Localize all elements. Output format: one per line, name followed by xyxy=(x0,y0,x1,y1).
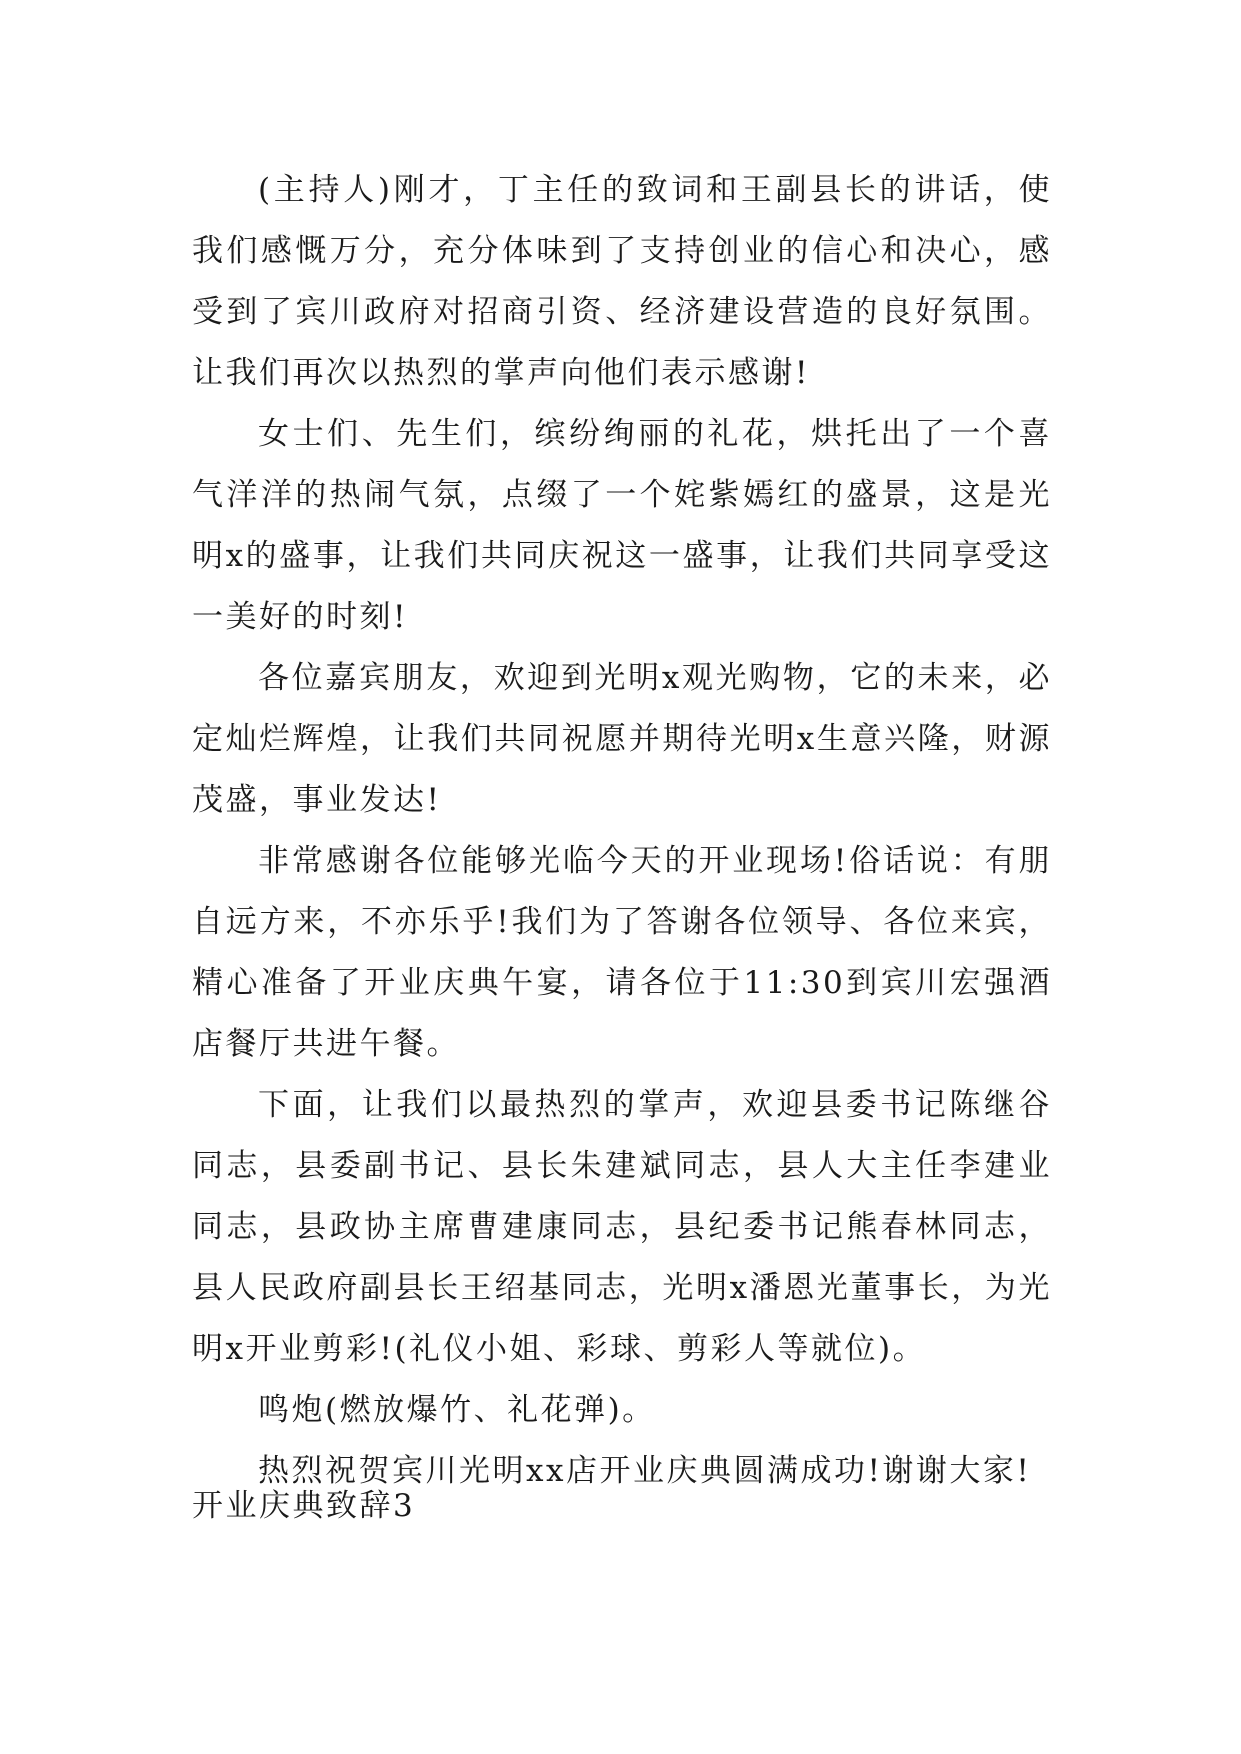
paragraph-firecrackers: 鸣炮(燃放爆竹、礼花弹)。 xyxy=(258,1392,656,1428)
paragraph-luncheon: 非常感谢各位能够光临今天的开业现场!俗话说：有朋自远方来，不亦乐乎!我们为了答谢各位领导、各位来宾，精心准备了开业庆典午宴，请各位于11:30到宾川宏强酒店餐厅共进午餐。 xyxy=(192,843,1052,1062)
paragraph-ribbon-cutting: 下面，让我们以最热烈的掌声，欢迎县委书记陈继谷同志，县委副书记、县长朱建斌同志，县人大主任李建业同志，县政协主席曹建康同志，县纪委书记熊春林同志，县人民政府副县长王绍基同志，光明x潘恩光董事长，为光明x开业剪彩!(礼仪小姐、彩球、剪彩人等就位)。 xyxy=(192,1087,1052,1367)
body-text xyxy=(192,160,1052,1502)
paragraph-host-thanks: (主持人)刚才，丁主任的致词和王副县长的讲话，使我们感慨万分，充分体味到了支持创业的信心和决心，感受到了宾川政府对招商引资、经济建设营造的良好氛围。让我们再次以热烈的掌声向他们表示感谢! xyxy=(192,172,1052,391)
section-title: 开业庆典致辞3 xyxy=(192,1488,416,1524)
paragraph-celebration: 女士们、先生们，缤纷绚丽的礼花，烘托出了一个喜气洋洋的热闹气氛，点缀了一个姹紫嫣红的盛景，这是光明x的盛事，让我们共同庆祝这一盛事，让我们共同享受这一美好的时刻! xyxy=(192,416,1052,635)
paragraph-congratulations: 热烈祝贺宾川光明xx店开业庆典圆满成功!谢谢大家! xyxy=(258,1453,1032,1489)
paragraph-welcome-guests: 各位嘉宾朋友，欢迎到光明x观光购物，它的未来，必定灿烂辉煌，让我们共同祝愿并期待光明x生意兴隆，财源茂盛，事业发达! xyxy=(192,660,1052,818)
